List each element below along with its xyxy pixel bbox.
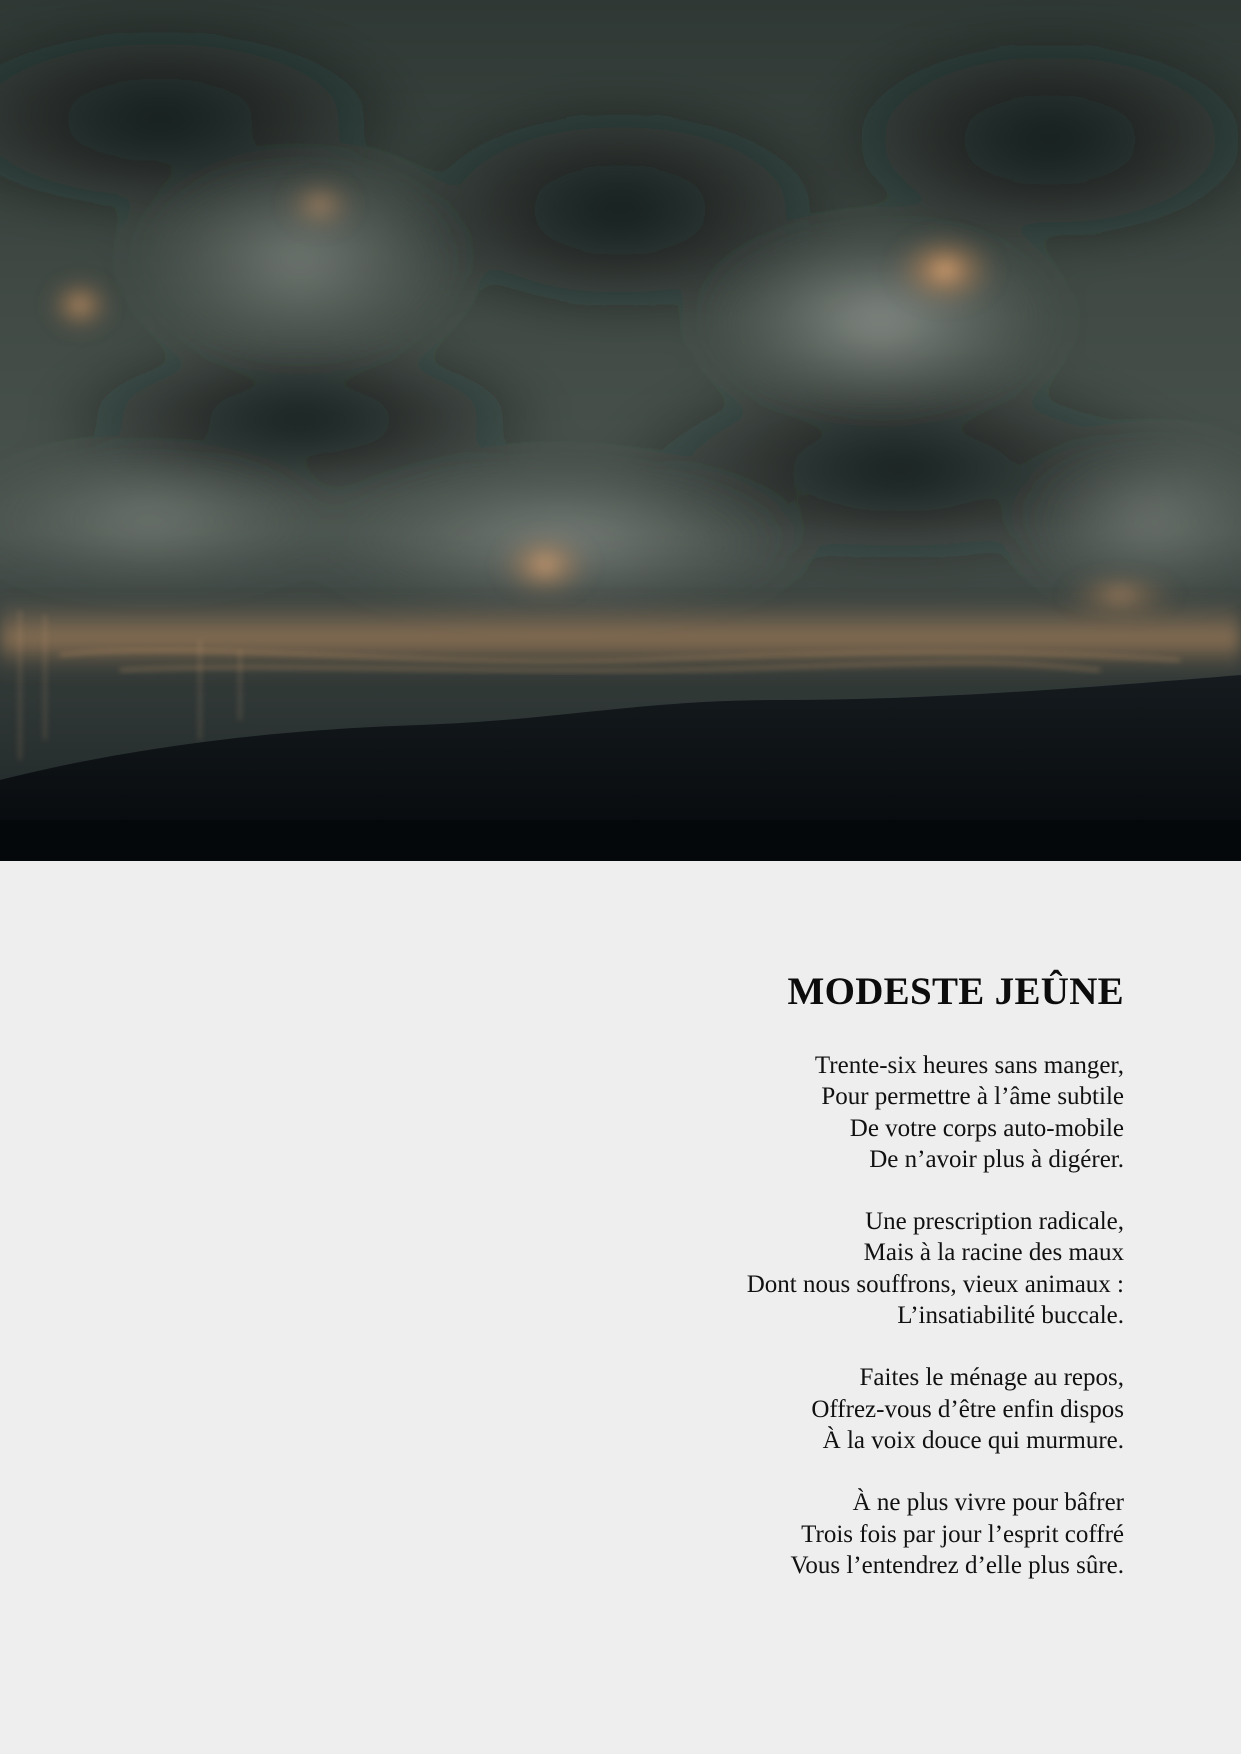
storm-clouds-illustration — [0, 0, 1241, 861]
verse-line: À ne plus vivre pour bâfrer — [852, 1489, 1124, 1517]
poem — [564, 968, 1124, 1612]
verse-line: Trente-six heures sans manger, — [814, 1052, 1124, 1079]
verse-line: De votre corps auto-mobile — [849, 1114, 1124, 1142]
storm-clouds-photo — [0, 0, 1241, 861]
stanza-2 — [564, 1206, 1124, 1331]
verse-line: De n’avoir plus à digérer. — [869, 1145, 1124, 1173]
verse-line: Une prescription radicale, — [865, 1208, 1124, 1236]
poem-title: MODESTE JEÛNE — [787, 970, 1124, 1013]
stanza-1 — [564, 1050, 1124, 1175]
verse-line: Pour permettre à l’âme subtile — [821, 1083, 1124, 1111]
stanza-3 — [564, 1362, 1124, 1456]
verse-line: Mais à la racine des maux — [863, 1239, 1124, 1267]
verse-line: Dont nous souffrons, vieux animaux : — [746, 1270, 1124, 1298]
verse-line: Faites le ménage au repos, — [859, 1364, 1124, 1392]
verse-line: L’insatiabilité buccale. — [897, 1302, 1124, 1330]
verse-line: Trois fois par jour l’esprit coffré — [801, 1520, 1124, 1548]
stanza-4 — [564, 1487, 1124, 1581]
verse-line: Offrez-vous d’être enfin dispos — [811, 1395, 1124, 1423]
verse-line: Vous l’entendrez d’elle plus sûre. — [790, 1551, 1124, 1579]
verse-line: À la voix douce qui murmure. — [822, 1426, 1124, 1454]
